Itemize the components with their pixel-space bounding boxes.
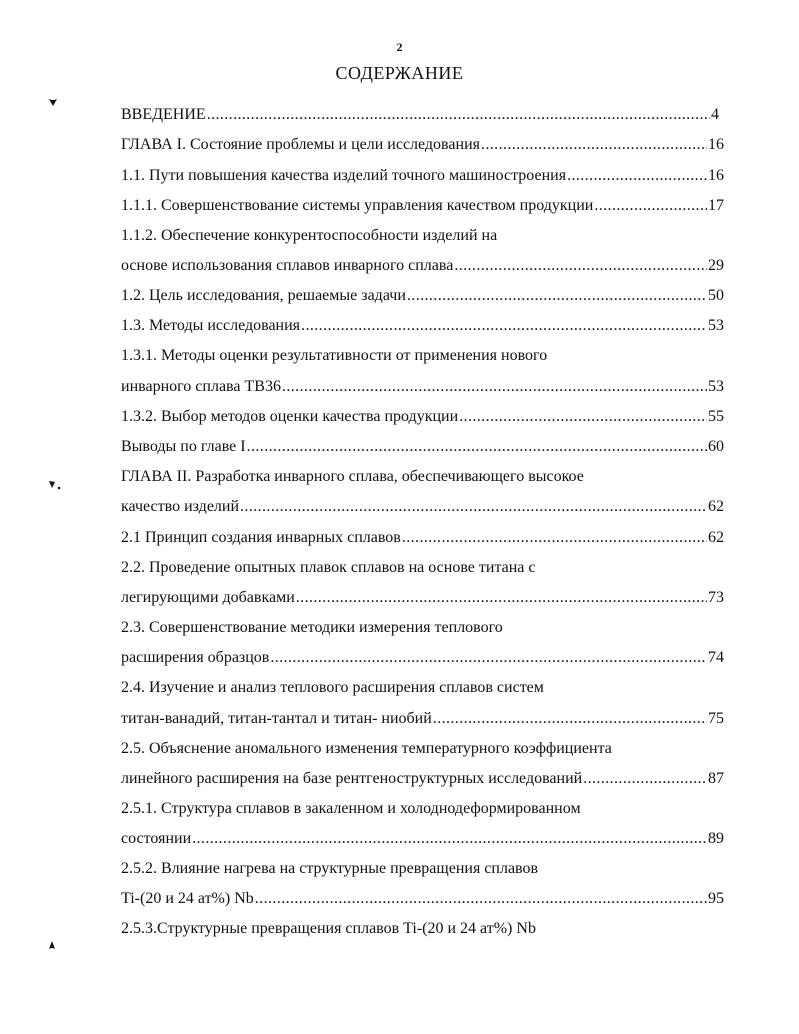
toc-leader-dots (247, 437, 707, 457)
toc-leader-dots (282, 377, 707, 397)
toc-line (121, 678, 544, 698)
toc-page-number: 95 (708, 890, 724, 907)
toc-line (121, 709, 724, 729)
toc-line (121, 407, 724, 427)
toc-entry-text: 2.5.1. Структура сплавов в закаленном и холоднодеформированном (121, 800, 581, 817)
toc-page-number: 53 (708, 317, 724, 334)
toc-entry-text: 2.1 Принцип создания инварных сплавов (121, 529, 401, 546)
toc-page-number: 17 (708, 197, 724, 214)
toc-line (121, 467, 584, 487)
toc-line (121, 769, 724, 789)
toc-entry-text: ВВЕДЕНИЕ (121, 106, 206, 123)
toc-leader-dots (301, 316, 707, 336)
toc-line (121, 829, 724, 849)
toc-line (121, 437, 724, 457)
page-title: СОДЕРЖАНИЕ (335, 63, 464, 83)
toc-page-number: 16 (708, 136, 724, 153)
toc-page-number: 62 (708, 498, 724, 515)
toc-entry-text: 2.3. Совершенствование методики измерения теплового (121, 619, 503, 636)
toc-entry-text: качество изделий (121, 498, 240, 515)
toc-entry-text: 1.1.1. Совершенствование системы управления качеством продукции (121, 197, 594, 214)
toc-entry-text: 1.3.1. Методы оценки результативности от применения нового (121, 347, 548, 364)
toc-line (121, 196, 724, 216)
toc-leader-dots (459, 407, 707, 427)
toc-line (121, 286, 724, 306)
toc-entry-text: основе использования сплавов инварного сплава (121, 257, 454, 274)
toc-line (121, 618, 503, 638)
toc-page-number: 60 (708, 438, 724, 455)
toc-leader-dots (402, 528, 707, 548)
toc-entry-text: 2.5.3.Структурные превращения сплавов Ti-(20 и 24 ат%) Nb (121, 920, 536, 937)
toc-page-number: 89 (708, 830, 724, 847)
toc-line (121, 799, 581, 819)
toc-line (121, 739, 612, 759)
toc-line (121, 528, 724, 548)
toc-page-number: 74 (708, 649, 724, 666)
toc-leader-dots (594, 196, 707, 216)
toc-leader-dots (481, 135, 707, 155)
toc-line (121, 346, 547, 366)
toc-page-number: 87 (708, 770, 724, 787)
toc-entry-text: 2.5. Объяснение аномального изменения температурного коэффициента (121, 740, 612, 757)
toc-line (121, 316, 724, 336)
toc-page-number: 53 (708, 378, 724, 395)
toc-leader-dots (407, 286, 707, 306)
toc-entry-text: линейного расширения на базе рентгеноструктурных исследований (121, 770, 583, 787)
toc-leader-dots (296, 588, 707, 608)
toc-leader-dots (454, 256, 707, 276)
toc-entry-text: Ti-(20 и 24 ат%) Nb (121, 890, 254, 907)
toc-page-number: 29 (708, 257, 724, 274)
toc-entry-text: 1.3. Методы исследования (121, 317, 301, 334)
toc-line (121, 919, 536, 939)
toc-entry-text: состоянии (121, 830, 192, 847)
page-number: 2 (396, 40, 403, 54)
toc-page-number: 75 (708, 710, 724, 727)
toc-entry-text: ГЛАВА I. Состояние проблемы и цели исследования (121, 136, 480, 153)
toc-line (121, 648, 724, 668)
toc-entry-text: 2.2. Проведение опытных плавок сплавов на основе титана с (121, 559, 536, 576)
toc-page-number: 62 (708, 529, 724, 546)
toc-line (121, 135, 724, 155)
toc-entry-text: расширения образцов (121, 649, 270, 666)
toc-leader-dots (433, 709, 707, 729)
toc-entry-text: 1.3.2. Выбор методов оценки качества продукции (121, 408, 459, 425)
toc-line (121, 889, 724, 909)
toc-page-number: 4 (711, 106, 719, 123)
toc-line (121, 588, 724, 608)
toc-leader-dots (255, 889, 707, 909)
toc-line (121, 226, 497, 246)
toc-entry-text: 1.2. Цель исследования, решаемые задачи (121, 287, 406, 304)
toc-line (121, 558, 536, 578)
toc-page-number: 55 (708, 408, 724, 425)
toc-entry-text: 2.5.2. Влияние нагрева на структурные превращения сплавов (121, 860, 539, 877)
toc-line (121, 105, 719, 125)
toc-entry-text: титан-ванадий, титан-тантал и титан- ниобий (121, 710, 432, 727)
toc-entry-text: 2.4. Изучение и анализ теплового расширения сплавов систем (121, 679, 544, 696)
toc-entry-text: Выводы по главе I (121, 438, 246, 455)
toc-line (121, 497, 724, 517)
toc-entry-text: легирующими добавками (121, 589, 295, 606)
toc-entry-text: 1.1.2. Обеспечение конкурентоспособности изделий на (121, 227, 498, 244)
toc-entry-text: 1.1. Пути повышения качества изделий точного машиностроения (121, 167, 567, 184)
toc-line (121, 166, 724, 186)
toc-leader-dots (207, 105, 710, 125)
toc-leader-dots (567, 166, 707, 186)
toc-line (121, 859, 538, 879)
toc-leader-dots (270, 648, 707, 668)
toc-leader-dots (240, 497, 707, 517)
toc-leader-dots (583, 769, 707, 789)
toc-entry-text: ГЛАВА II. Разработка инварного сплава, обеспечивающего высокое (121, 468, 584, 485)
toc-line (121, 377, 724, 397)
toc-entry-text: инварного сплава ТВ36 (121, 378, 281, 395)
toc-page-number: 73 (708, 589, 724, 606)
toc-page-number: 16 (708, 167, 724, 184)
toc-leader-dots (192, 829, 707, 849)
toc-page-number: 50 (708, 287, 724, 304)
toc-line (121, 256, 724, 276)
